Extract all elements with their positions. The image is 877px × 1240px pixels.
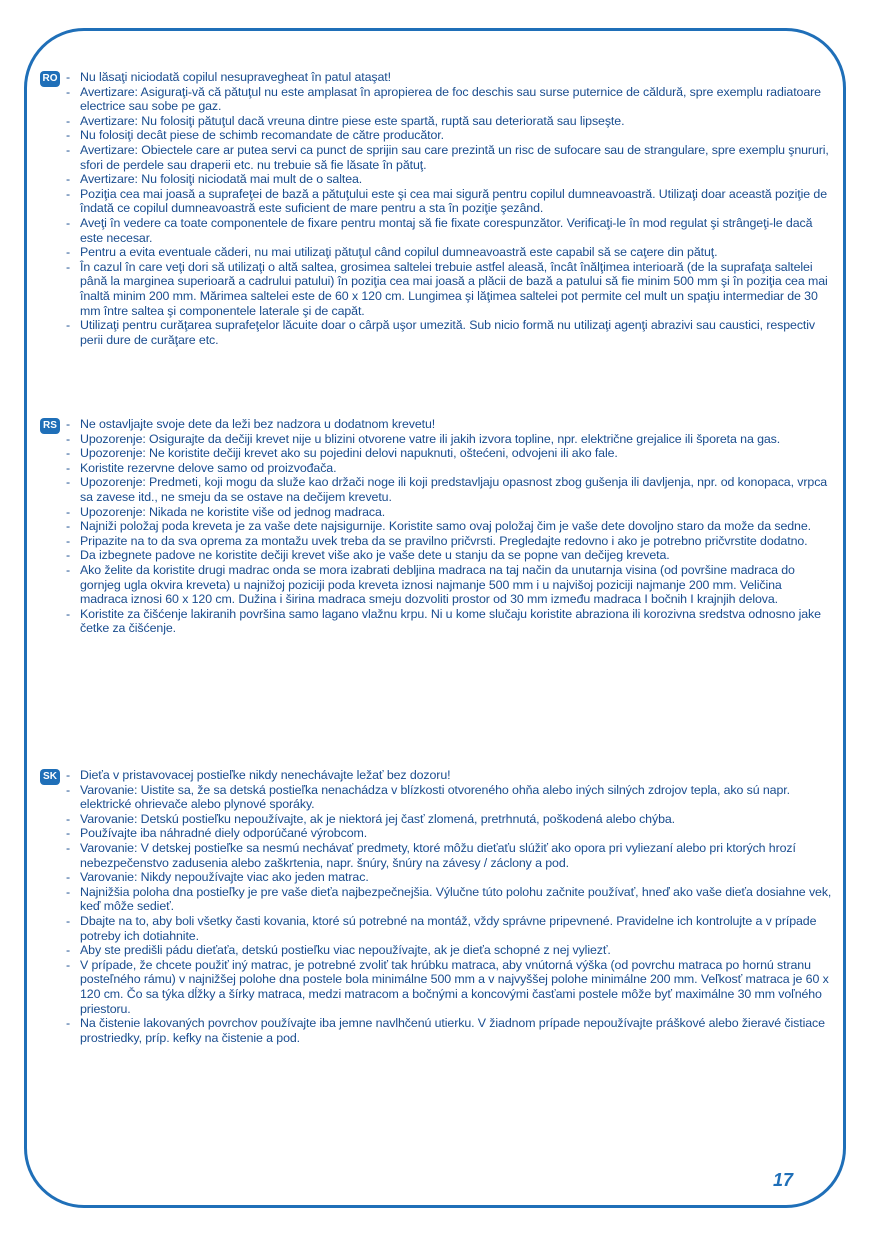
bullet-dash: - xyxy=(66,259,71,274)
list-item xyxy=(66,1016,832,1045)
bullet-dash: - xyxy=(66,186,71,201)
list-item-text: Koristite rezervne delove samo od proizvođača. xyxy=(80,460,337,475)
list-item-text: Varovanie: Nikdy nepoužívajte viac ako jeden matrac. xyxy=(80,870,369,885)
list-item-text: Dieťa v pristavovacej postieľke nikdy nenechávajte ležať bez dozoru! xyxy=(80,768,451,782)
list-item xyxy=(66,841,832,870)
list-item-text: Varovanie: Uistite sa, že sa detská postieľka nenachádza v blízkosti otvoreného ohňa alebo iných silných zdrojov tepla, ako sú napr. elektrické ohrievače alebo plynové sporáky. xyxy=(80,782,790,812)
list-item-text: Na čistenie lakovaných povrchov používajte iba jemne navlhčenú utierku. V žiadnom prípade nepoužívajte práškové alebo žieravé čistiace prostriedky, príp. kefky na čistenie a pod. xyxy=(80,1016,825,1045)
list-item-text: Dbajte na to, aby boli všetky časti kovania, ktoré sú potrebné na montáž, vždy správne pripevnené. Pravidelne ich kontrolujte a v prípade potreby ich dotiahnite. xyxy=(80,913,817,943)
list-item xyxy=(66,943,832,958)
list-item-text: Da izbegnete padove ne koristite dečiji krevet više ako je vaše dete u stanju da se popne van dečijeg kreveta. xyxy=(80,548,670,563)
list-item-text: Poziţia cea mai joasă a suprafeţei de bază a pătuţului este şi cea mai sigură pentru copilul dumneavoastră. Utilizaţi doar această poziţie de îndată ce copilul dumneavoastră este suficient de mare pentru a sta în poziţie şezând. xyxy=(80,186,827,216)
list-item xyxy=(66,187,832,216)
list-item xyxy=(66,548,832,563)
list-item-text: Koristite za čišćenje lakiranih površina samo lagano vlažnu krpu. Ni u kome slučaju koristite abraziona ili korozivna sredstva odnosno jake četke za čišćenje. xyxy=(80,606,821,636)
list-item xyxy=(66,812,832,827)
list-item-text: Najniži položaj poda kreveta je za vaše dete najsigurnije. Koristite samo ovaj položaj čim je vaše dete dovoljno staro da može da sedne. xyxy=(80,519,811,534)
list-item-text: Avertizare: Asiguraţi-vă că pătuţul nu este amplasat în apropierea de foc deschis sau surse puternice de căldură, spre exemplu radiatoare electrice sau sobe pe gaz. xyxy=(80,84,821,114)
bullet-dash: - xyxy=(66,957,71,972)
bullet-dash: - xyxy=(66,606,71,621)
language-badge-ro: RO xyxy=(40,71,60,87)
bullet-dash: - xyxy=(66,128,71,143)
list-item xyxy=(66,318,832,347)
bullet-dash: - xyxy=(66,475,71,490)
list-item xyxy=(66,114,832,129)
list-item-text: Upozorenje: Ne koristite dečiji krevet ako su pojedini delovi napuknuti, oštećeni, odvojeni ili ako fale. xyxy=(80,446,618,461)
list-item-text: V prípade, že chcete použiť iný matrac, je potrebné zvoliť tak hrúbku matraca, aby vnútorná výška (od povrchu matraca po hornú stranu posteľného rámu) v najnižšej polohe dna postele bola minimálne 500 mm a v najvyššej polohe minimálne 200 mm. Veľkosť matraca je 60 x 120 cm. Čo sa týka dĺžky a šírky matraca, medzi matracom a bočnými a koncovými časťami postele môže byť maximálne 30 mm voľného priestoru. xyxy=(80,957,829,1016)
list-item xyxy=(66,783,832,812)
list-item xyxy=(66,216,832,245)
bullet-dash: - xyxy=(66,782,71,797)
list-item-text: Nu folosiţi decât piese de schimb recomandate de către producător. xyxy=(80,128,444,143)
list-item-text: Varovanie: Detskú postieľku nepoužívajte, ak je niektorá jej časť zlomená, pretrhnutá, poškodená alebo chýba. xyxy=(80,811,675,826)
bullet-dash: - xyxy=(66,768,71,782)
language-badge-sk: SK xyxy=(40,769,60,785)
bullet-dash: - xyxy=(66,70,71,84)
bullet-dash: - xyxy=(66,504,71,519)
bullet-dash: - xyxy=(66,446,71,461)
list-item-text: Pripazite na to da sva oprema za montažu uvek treba da se pravilno pričvrsti. Pregledajte redovno i ako je potrebno pričvrstite dodatno. xyxy=(80,533,808,548)
bullet-dash: - xyxy=(66,826,71,841)
list-item xyxy=(66,534,832,549)
list-item xyxy=(66,128,832,143)
list-item xyxy=(66,505,832,520)
list-item xyxy=(66,826,832,841)
bullet-dash: - xyxy=(66,870,71,885)
list-item xyxy=(66,172,832,187)
bullet-dash: - xyxy=(66,460,71,475)
bullet-dash: - xyxy=(66,172,71,187)
bullet-dash: - xyxy=(66,417,71,431)
list-item-text: În cazul în care veţi dori să utilizaţi o altă saltea, grosimea saltelei trebuie astfel aleasă, încât înălţimea interioară (de la suprafaţa saltelei până la marginea superioară a cadrului patului) în poziţia cea mai joasă a plăcii de bază a patului să fie minim 500 mm şi în poziţia cea mai înaltă minim 200 mm. Mărimea saltelei este de 60 x 120 cm. Lungimea şi lăţimea saltelei pot permite cel mult un spaţiu intermediar de 30 mm între saltea şi componentele laterale şi de capăt. xyxy=(80,259,828,318)
list-item-text: Pentru a evita eventuale căderi, nu mai utilizaţi pătuţul când copilul dumneavoastră este capabil să se caţere din pătuţ. xyxy=(80,245,718,260)
list-item xyxy=(66,607,832,636)
list-item-text: Upozorenje: Osigurajte da dečiji krevet nije u blizini otvorene vatre ili jakih izvora topline, npr. električne grejalice ili šporeta na gas. xyxy=(80,431,781,446)
list-item xyxy=(66,417,832,432)
list-item xyxy=(66,958,832,1016)
bullet-dash: - xyxy=(66,215,71,230)
list-item xyxy=(66,885,832,914)
warning-list-rs xyxy=(66,417,832,636)
list-item xyxy=(66,519,832,534)
bullet-dash: - xyxy=(66,84,71,99)
list-item xyxy=(66,260,832,318)
bullet-dash: - xyxy=(66,142,71,157)
list-item-text: Najnižšia poloha dna postieľky je pre vaše dieťa najbezpečnejšia. Výlučne túto polohu začnite používať, hneď ako vaše dieťa dosiahne vek, keď môže sedieť. xyxy=(80,884,832,914)
language-badge-rs: RS xyxy=(40,418,60,434)
list-item xyxy=(66,143,832,172)
list-item-text: Avertizare: Obiectele care ar putea servi ca punct de sprijin sau care prezintă un risc de sufocare sau de strangulare, spre exemplu şnururi, sfori de perdele sau draperii etc. nu trebuie să fie lăsate în pătuţ. xyxy=(80,142,829,172)
bullet-dash: - xyxy=(66,562,71,577)
bullet-dash: - xyxy=(66,913,71,928)
bullet-dash: - xyxy=(66,840,71,855)
list-item-text: Používajte iba náhradné diely odporúčané výrobcom. xyxy=(80,826,368,841)
page-number: 17 xyxy=(772,1170,793,1190)
bullet-dash: - xyxy=(66,548,71,563)
list-item-text: Aveţi în vedere ca toate componentele de fixare pentru montaj să fie fixate corespunzător. Verificaţi-le în mod regulat şi strângeţi-le dacă este necesar. xyxy=(80,215,813,245)
list-item xyxy=(66,432,832,447)
list-item-text: Upozorenje: Predmeti, koji mogu da služe kao držači noge ili koji predstavljaju opasnost zbog gušenja ili davljenja, npr. od konopaca, vrpca sa zavese itd., ne smeju da se ostave na dečijem krevetu. xyxy=(80,475,828,504)
list-item-text: Ne ostavljajte svoje dete da leži bez nadzora u dodatnom krevetu! xyxy=(80,417,436,431)
list-item xyxy=(66,475,832,504)
bullet-dash: - xyxy=(66,811,71,826)
bullet-dash: - xyxy=(66,519,71,534)
bullet-dash: - xyxy=(66,113,71,128)
list-item xyxy=(66,85,832,114)
list-item xyxy=(66,70,832,85)
list-item xyxy=(66,245,832,260)
list-item-text: Avertizare: Nu folosiţi niciodată mai mult de o saltea. xyxy=(80,172,363,187)
list-item xyxy=(66,461,832,476)
bullet-dash: - xyxy=(66,884,71,899)
bullet-dash: - xyxy=(66,1016,71,1031)
list-item-text: Varovanie: V detskej postieľke sa nesmú nechávať predmety, ktoré môžu dieťaťu slúžiť ako opora pri vyliezaní alebo pri ktorých hrozí nebezpečenstvo zadusenia alebo zaškrtenia, napr. šnúry, šnúry na závesy / záclony a pod. xyxy=(80,840,796,870)
list-item-text: Upozorenje: Nikada ne koristite više od jednog madraca. xyxy=(80,504,386,519)
warning-list-ro xyxy=(66,70,832,347)
list-item xyxy=(66,768,832,783)
list-item-text: Avertizare: Nu folosiţi pătuţul dacă vreuna dintre piese este spartă, ruptă sau deteriorată sau lipseşte. xyxy=(80,113,625,128)
bullet-dash: - xyxy=(66,431,71,446)
list-item-text: Utilizaţi pentru curăţarea suprafeţelor lăcuite doar o cârpă uşor umezită. Sub nicio formă nu utilizaţi agenţi abrazivi sau caustici, respectiv perii dure de curăţare etc. xyxy=(80,318,816,347)
bullet-dash: - xyxy=(66,943,71,958)
list-item xyxy=(66,914,832,943)
list-item-text: Ako želite da koristite drugi madrac onda se mora izabrati debljina madraca na taj način da unutarnja visina (od površine madraca do gornjeg ugla okvira kreveta) u najnižoj poziciji poda kreveta iznosi najmanje 500 mm i u najvišoj poziciji najmanje 200 mm. Veličina madraca iznosi 60 x 120 cm. Dužina i širina madraca smeju dozvoliti prostor od 30 mm između madraca I bočnih I krajnjih delova. xyxy=(80,562,795,607)
list-item xyxy=(66,563,832,607)
warning-list-sk xyxy=(66,768,832,1045)
bullet-dash: - xyxy=(66,533,71,548)
list-item xyxy=(66,870,832,885)
list-item-text: Aby ste predišli pádu dieťaťa, detskú postieľku viac nepoužívajte, ak je dieťa schopné z nej vyliezť. xyxy=(80,943,611,958)
list-item-text: Nu lăsaţi niciodată copilul nesupravegheat în patul ataşat! xyxy=(80,70,391,84)
list-item xyxy=(66,446,832,461)
bullet-dash: - xyxy=(66,245,71,260)
bullet-dash: - xyxy=(66,318,71,333)
